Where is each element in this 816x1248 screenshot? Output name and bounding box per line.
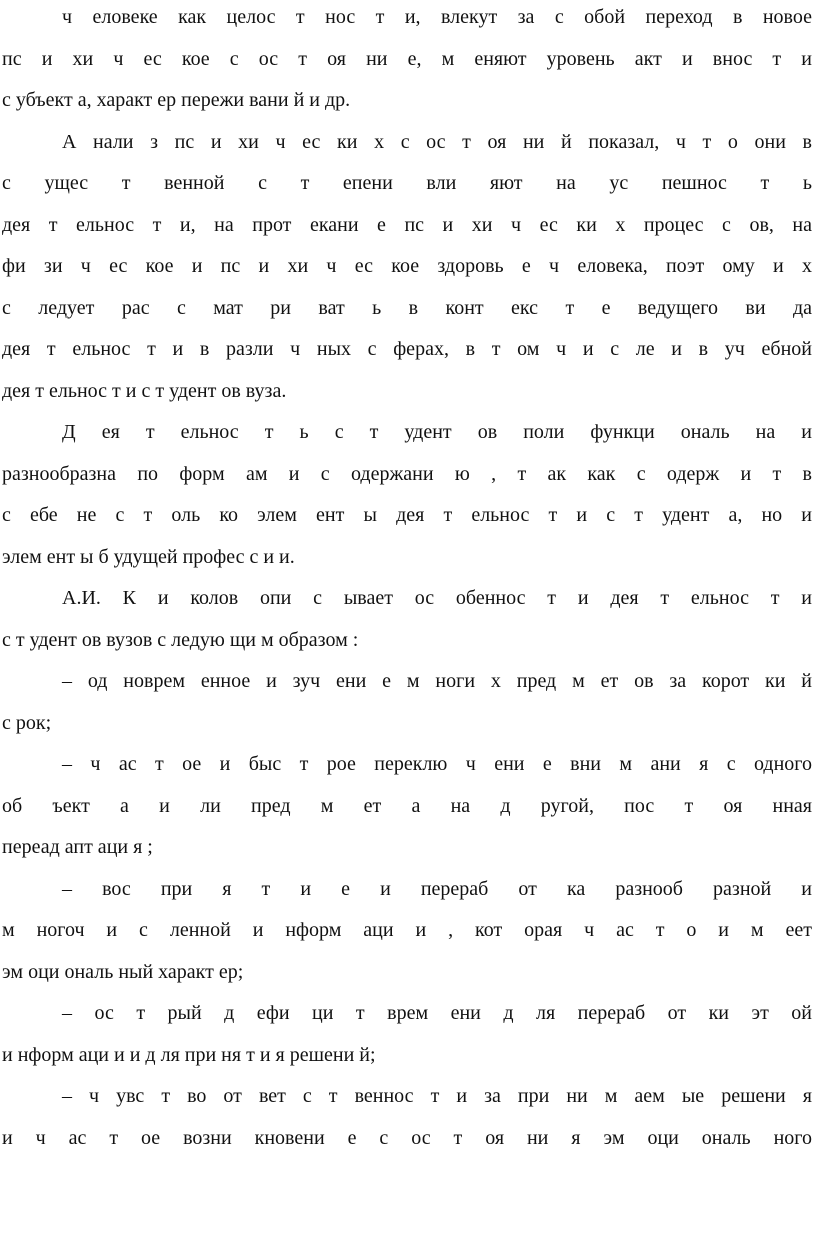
paragraph (2, 869, 812, 994)
text-line: м ногоч и с ленной и нформ аци и , кот орая ч ас т о и м еет (2, 919, 812, 941)
text-line: с т удент ов вузов с ледую щи м образом : (2, 628, 359, 651)
text-line: с убъект а, характ ер пережи вани й и др. (2, 89, 351, 111)
paragraph (2, 661, 812, 744)
document-body (2, 0, 812, 1159)
paragraph (2, 744, 812, 869)
text-line: дея т ельнос т и в разли ч ных с ферах, в т ом ч и с ле и в уч ебной (2, 338, 812, 360)
text-line: с ледует рас с мат ри ват ь в конт екс т е ведущего ви да (2, 296, 812, 319)
paragraph (2, 1076, 812, 1159)
text-line: – од новрем енное и зуч ени е м ноги х пред м ет ов за корот ки й (62, 670, 812, 692)
text-line: А.И. К и колов опи с ывает ос обеннос т и дея т ельнос т и (62, 587, 812, 609)
text-line: эм оци ональ ный характ ер; (2, 960, 244, 983)
paragraph (2, 0, 812, 122)
text-line: с ущес т венной с т епени вли яют на ус пешнос т ь (2, 172, 812, 194)
text-line: об ъект а и ли пред м ет а на д ругой, пос т оя нная (2, 794, 812, 817)
paragraph (2, 412, 812, 578)
text-line: – ос т рый д ефи ци т врем ени д ля перераб от ки эт ой (62, 1002, 812, 1024)
text-line: переад апт аци я ; (2, 836, 153, 858)
text-line: элем ент ы б удущей профес с и и. (2, 545, 295, 568)
text-line: и ч ас т ое возни кновени е с ос т оя ни я эм оци ональ ного (2, 1126, 812, 1149)
text-line: фи зи ч ес кое и пс и хи ч ес кое здоровь е ч еловека, поэт ому и х (2, 255, 812, 277)
text-line: пс и хи ч ес кое с ос т оя ни е, м еняют уровень акт и внос т и (2, 47, 812, 70)
text-line: с ебе не с т оль ко элем ент ы дея т ельнос т и с т удент а, но и (2, 504, 812, 526)
paragraph (2, 122, 812, 413)
text-line: с рок; (2, 711, 52, 734)
text-line: – ч увс т во от вет с т веннос т и за при ни м аем ые решени я (62, 1085, 812, 1107)
text-line: – вос при я т и е и перераб от ка разнооб разной и (62, 877, 812, 900)
text-line: и нформ аци и и д ля при ня т и я решени й; (2, 1043, 376, 1066)
text-line: А нали з пс и хи ч ес ки х с ос т оя ни й показал, ч т о они в (62, 130, 812, 153)
text-line: дея т ельнос т и, на прот екани е пс и хи ч ес ки х процес с ов, на (2, 213, 812, 236)
text-line: ч еловеке как целос т нос т и, влекут за с обой переход в новое (62, 6, 812, 28)
paragraph (2, 993, 812, 1076)
paragraph (2, 578, 812, 661)
text-line: Д ея т ельнос т ь с т удент ов поли функци ональ на и (62, 421, 812, 443)
text-line: – ч ас т ое и быс т рое переклю ч ени е вни м ани я с одного (62, 753, 812, 775)
text-line: разнообразна по форм ам и с одержани ю , т ак как с одерж и т в (2, 462, 812, 485)
text-line: дея т ельнос т и с т удент ов вуза. (2, 379, 287, 402)
